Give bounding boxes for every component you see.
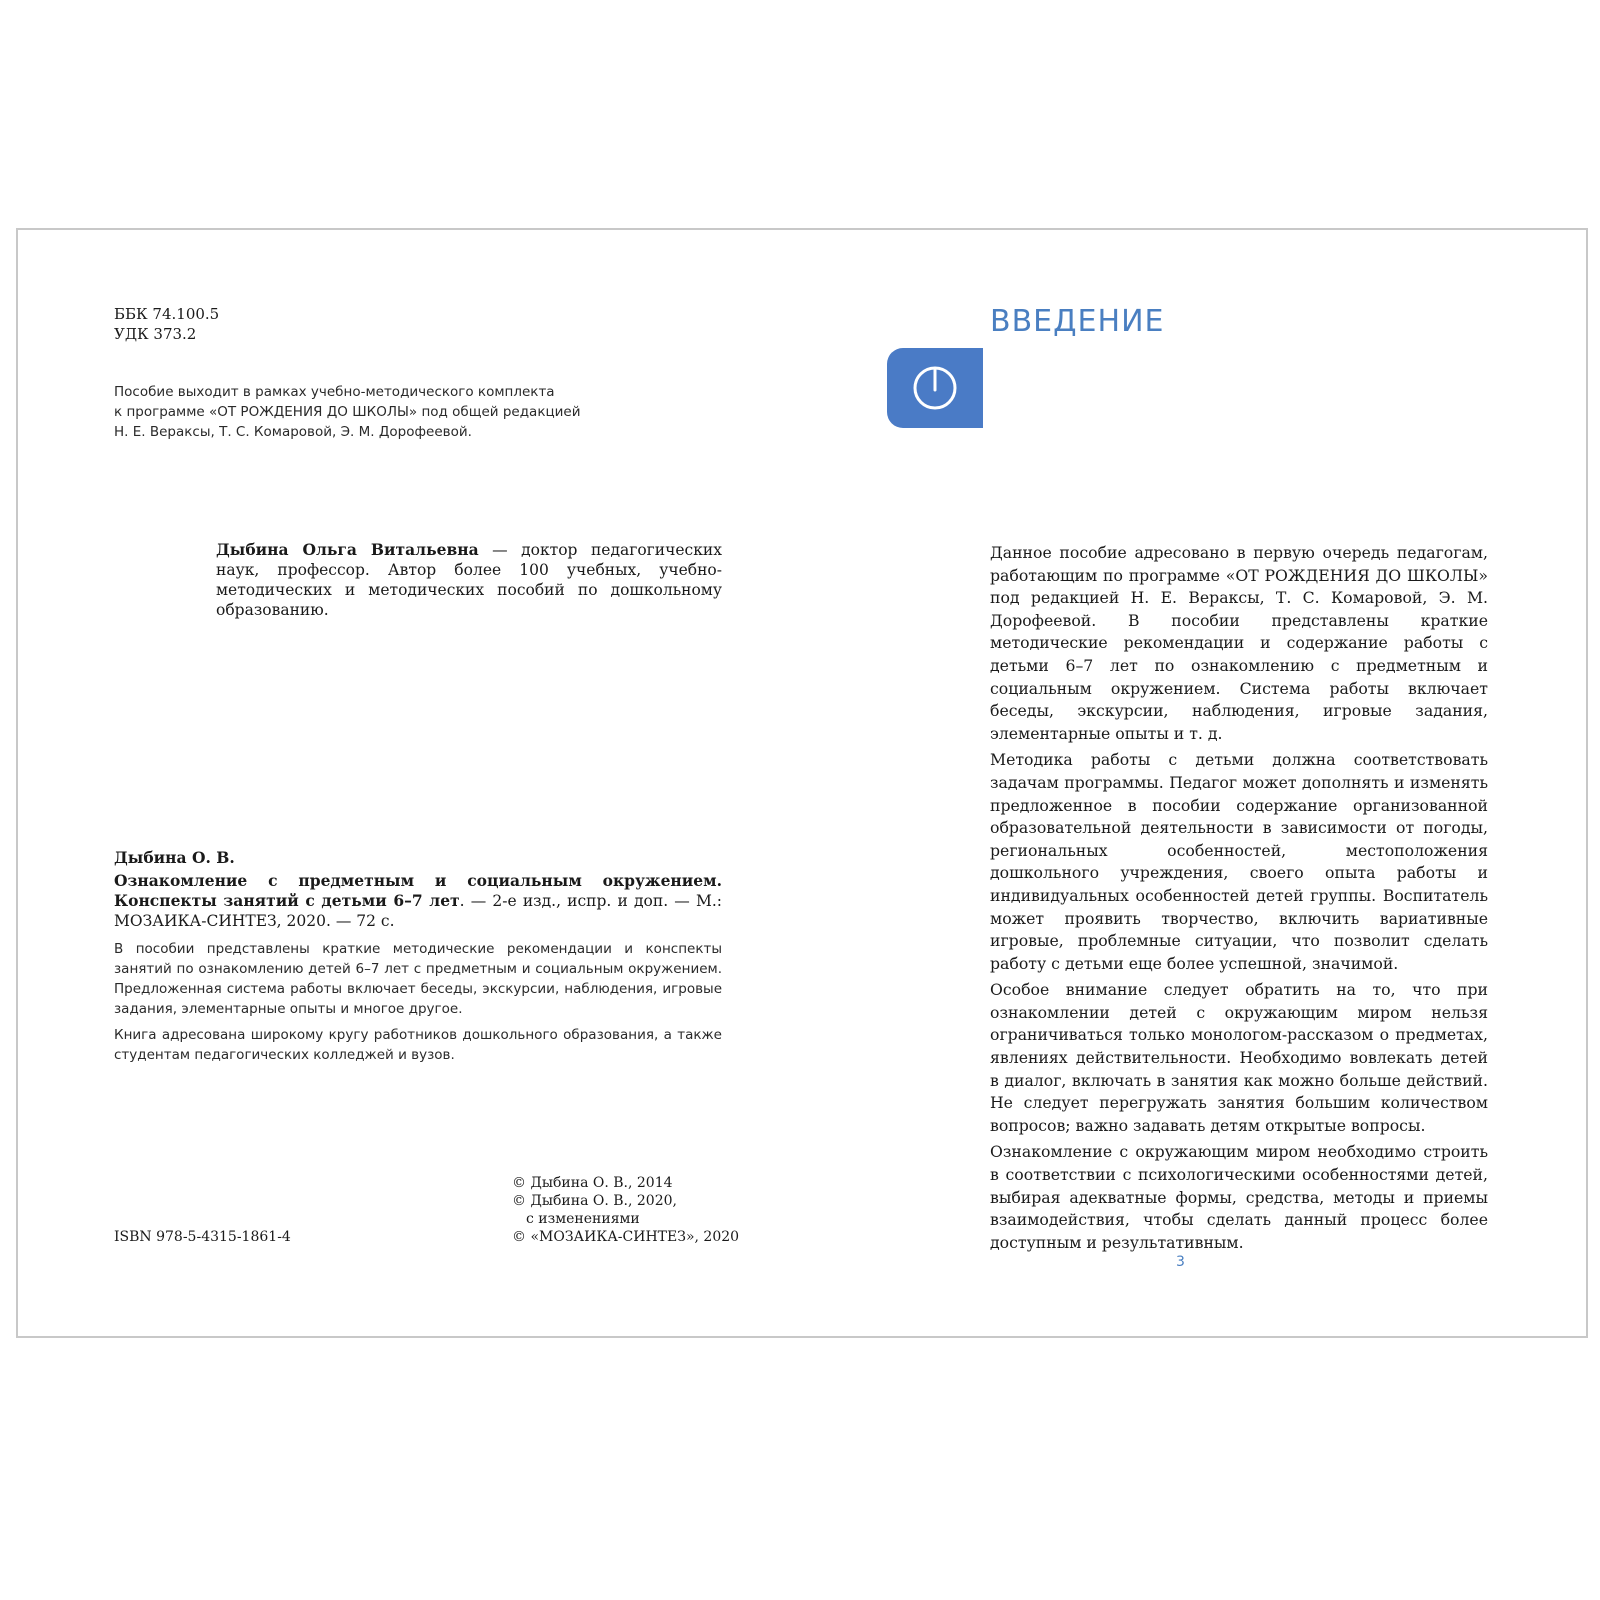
copyright-line: с изменениями xyxy=(526,1211,640,1227)
intro-paragraph: Методика работы с детьми должна соответствовать задачам программы. Педагог может дополнять и изменять предложенное в пособии содержание организованной образовательной деятельности в зависимости от погоды, региональных особенностей, местоположения дошкольного учреждения, своего опыта работы и индивидуальных особенностей детей группы. Воспитатель может проявить творчество, включить вариативные игровые, проблемные ситуации, что позволит сделать работу с детьми еще более успешной, значимой. xyxy=(990,750,1488,973)
copyright-line: © «МОЗАИКА-СИНТЕЗ», 2020 xyxy=(512,1229,740,1245)
power-icon xyxy=(911,364,959,412)
copyright-block xyxy=(512,1174,739,1246)
citation-title: Ознакомление с предметным и социальным окружением. Конспекты занятий с детьми 6–7 лет xyxy=(114,871,722,910)
page-number: 3 xyxy=(1176,1254,1185,1270)
classification-codes xyxy=(114,304,219,344)
section-icon-tab xyxy=(887,348,983,428)
bbk-code: ББК 74.100.5 xyxy=(114,305,220,323)
intro-paragraph: Особое внимание следует обратить на то, что при ознакомлении детей с окружающим миром нельзя ограничиваться только монологом-рассказом о предметах, явлениях действительности. Необходимо вовлекать детей в диалог, включать в занятия как можно больше действий. Не следует перегружать занятия большим количеством вопросов; важно задавать детям открытые вопросы. xyxy=(990,980,1488,1135)
series-note-line: Н. Е. Вераксы, Т. С. Комаровой, Э. М. Дорофеевой. xyxy=(114,424,472,440)
book-spread xyxy=(16,228,1588,1338)
author-name: Дыбина Ольга Витальевна xyxy=(216,540,479,559)
copyright-line: © Дыбина О. В., 2020, xyxy=(512,1193,677,1209)
isbn: ISBN 978-5-4315-1861-4 xyxy=(114,1229,291,1245)
citation-details: . — 2-е изд., испр. и доп. — М.: МОЗАИКА-СИНТЕЗ, 2020. — 72 с. xyxy=(114,892,722,930)
author-bio-text: — доктор педагогических наук, профессор. Автор более 100 учебных, учебно-методических и методических пособий по дошкольному образованию. xyxy=(216,541,722,619)
intro-paragraph: Данное пособие адресовано в первую очередь педагогам, работающим по программе «ОТ РОЖДЕНИЯ ДО ШКОЛЫ» под редакцией Н. Е. Вераксы, Т. С. Комаровой, Э. М. Дорофеевой. В пособии представлены краткие методические рекомендации и содержание работы с детьми 6–7 лет по ознакомлению с предметным и социальным окружением. Система работы включает беседы, экскурсии, наблюдения, игровые задания, элементарные опыты и т. д. xyxy=(990,543,1488,743)
series-note xyxy=(114,382,581,442)
copyright-line: © Дыбина О. В., 2014 xyxy=(512,1175,673,1191)
citation-author: Дыбина О. В. xyxy=(114,848,235,867)
author-bio xyxy=(216,540,722,620)
section-heading: ВВЕДЕНИЕ xyxy=(990,304,1165,339)
series-note-line: к программе «ОТ РОЖДЕНИЯ ДО ШКОЛЫ» под общей редакцией xyxy=(114,404,581,420)
intro-text xyxy=(990,542,1488,1258)
udk-code: УДК 373.2 xyxy=(114,325,197,343)
series-note-line: Пособие выходит в рамках учебно-методического комплекта xyxy=(114,384,555,400)
citation-main xyxy=(114,871,722,931)
bibliographic-citation xyxy=(114,846,722,1065)
annotation: В пособии представлены краткие методические рекомендации и конспекты занятий по ознакомлению детей 6–7 лет с предметным и социальным окружением. Предложенная система работы включает беседы, экскурсии, наблюдения, игровые задания, элементарные опыты и многое другое. xyxy=(114,941,722,1017)
intro-paragraph: Ознакомление с окружающим миром необходимо строить в соответствии с психологическими особенностями детей, выбирая адекватные формы, средства, методы и приемы взаимодействия, чтобы сделать данный процесс более доступным и результативным. xyxy=(990,1142,1488,1252)
audience-note: Книга адресована широкому кругу работников дошкольного образования, а также студентам педагогических колледжей и вузов. xyxy=(114,1027,722,1063)
